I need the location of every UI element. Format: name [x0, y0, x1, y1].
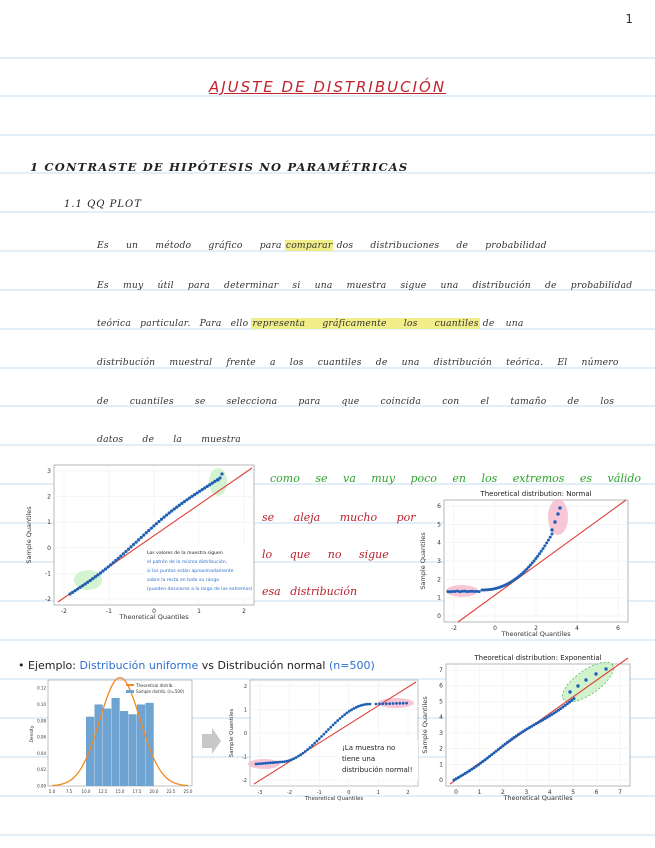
data-point — [107, 565, 110, 568]
y-tick-label: 0.02 — [37, 767, 46, 773]
y-tick-label: 2 — [437, 576, 441, 584]
x-tick-label: 0 — [347, 790, 351, 796]
data-point — [271, 761, 274, 764]
y-tick-label: 1 — [437, 594, 441, 602]
highlight-representa: representa gráficamente los cuantiles — [252, 318, 479, 329]
data-point — [155, 522, 158, 525]
data-point — [299, 753, 302, 756]
x-tick-label: 3 — [524, 789, 529, 796]
histogram-bar — [146, 703, 154, 786]
x-tick-label: 1 — [376, 790, 380, 796]
data-point — [117, 557, 120, 560]
data-point — [551, 533, 554, 536]
x-axis-label: Theoretical Quantiles — [119, 613, 189, 621]
data-point — [114, 559, 117, 562]
data-point — [135, 541, 138, 544]
x-tick-label: 1 — [477, 789, 482, 796]
text-span: teórica particular. Para ello — [97, 318, 249, 329]
legend-swatch-bar — [126, 690, 134, 693]
data-point — [341, 715, 344, 718]
y-tick-label: -2 — [242, 778, 247, 784]
note-green: como se va muy poco en los extremos es válido — [270, 472, 642, 485]
legend-swatch-line — [126, 684, 134, 686]
x-tick-label: 0 — [152, 608, 156, 615]
qq-plot-exponential — [420, 652, 634, 802]
x-tick-label: 5 — [571, 789, 576, 796]
x-tick-label: 5.0 — [48, 789, 56, 794]
text-span: Distribución uniforme — [79, 659, 199, 672]
data-point — [392, 702, 395, 705]
y-tick-label: 2 — [243, 684, 247, 690]
data-point — [385, 702, 388, 705]
data-point — [140, 536, 143, 539]
data-point — [264, 762, 267, 765]
data-point — [534, 557, 537, 560]
data-point — [318, 737, 321, 740]
paragraph-line-2: Es muy útil para determinar si una muestra sigue una distribución de probabilidad — [97, 280, 633, 291]
data-point — [257, 762, 260, 765]
y-tick-label: 1 — [47, 519, 51, 527]
note-red-2: lo que no sigue — [262, 548, 389, 561]
paragraph-line-3 — [97, 318, 524, 329]
data-point — [112, 561, 115, 564]
data-point — [311, 744, 314, 747]
qq-plot-main — [22, 462, 258, 622]
y-tick-label: 7 — [439, 667, 443, 674]
x-tick-label: 2 — [406, 790, 410, 796]
y-axis-label: Density — [30, 725, 35, 743]
data-point — [274, 761, 277, 764]
x-tick-label: -2 — [451, 625, 457, 632]
annotation-line: sobre la recta en todo su rango — [147, 578, 220, 583]
data-point — [302, 752, 305, 755]
note-red-3: esa distribución — [262, 585, 358, 598]
data-point — [173, 507, 176, 510]
data-point — [96, 573, 99, 576]
data-point — [255, 763, 258, 766]
data-point — [556, 512, 559, 515]
annotation-line: el patrón de la misma distribución, — [147, 560, 228, 565]
data-point — [322, 733, 325, 736]
data-point — [316, 740, 319, 743]
x-tick-label: -2 — [61, 608, 67, 615]
data-point — [99, 571, 102, 574]
data-point — [168, 511, 171, 514]
annotation-line: Los valores de la muestra siguen — [147, 551, 223, 556]
paragraph-line-5: de cuantiles se selecciona para que coincida con el tamaño de los — [97, 396, 615, 407]
legend-item: Theoretical distrib. — [136, 683, 174, 688]
y-tick-label: 0.12 — [37, 685, 46, 691]
legend-item: Sample distrib. (n=500) — [136, 689, 185, 694]
data-point — [216, 478, 219, 481]
data-point — [336, 719, 339, 722]
data-point — [145, 531, 148, 534]
text-span: vs Distribución normal — [198, 659, 329, 672]
x-tick-label: 22.5 — [166, 789, 176, 794]
data-point — [594, 672, 597, 675]
data-point — [576, 684, 579, 687]
x-tick-label: 20.0 — [149, 789, 159, 794]
data-point — [137, 538, 140, 541]
data-point — [309, 746, 312, 749]
data-point — [313, 742, 316, 745]
y-tick-label: 2 — [439, 745, 443, 753]
data-point — [362, 703, 365, 706]
y-tick-label: 4 — [437, 539, 441, 547]
y-tick-label: 4 — [439, 714, 443, 722]
y-axis-label: Sample Quantiles — [419, 532, 427, 590]
y-tick-label: -1 — [242, 754, 247, 761]
data-point — [543, 544, 546, 547]
x-tick-label: 7 — [618, 789, 622, 796]
data-point — [369, 703, 372, 706]
qq-plot-normal — [418, 488, 632, 638]
highlight-comparar: comparar — [285, 240, 333, 251]
data-point — [320, 735, 323, 738]
data-point — [104, 567, 107, 570]
data-point — [348, 710, 351, 713]
data-point — [375, 703, 378, 706]
data-point — [101, 569, 104, 572]
x-tick-label: 4 — [547, 789, 552, 796]
highlight-ellipse — [74, 570, 102, 590]
data-point — [119, 554, 122, 557]
x-tick-label: 4 — [575, 625, 579, 632]
y-tick-label: 0.06 — [37, 734, 46, 740]
histogram-bar — [95, 704, 103, 786]
data-point — [132, 543, 135, 546]
data-point — [269, 761, 272, 764]
data-point — [142, 534, 145, 537]
x-tick-label: -3 — [257, 790, 263, 796]
data-point — [152, 524, 155, 527]
text-span: de una — [482, 318, 524, 329]
data-point — [283, 760, 286, 763]
x-axis-label: Theoretical Quantiles — [501, 630, 571, 638]
text-span: Es un método gráfico para — [97, 240, 282, 251]
x-tick-label: 2 — [534, 625, 538, 632]
x-tick-label: -2 — [287, 790, 293, 796]
data-point — [343, 713, 346, 716]
annotation-line: (pueden desviarse a lo largo de los extremos) — [147, 587, 253, 592]
text-span: (n=500) — [328, 659, 375, 672]
y-tick-label: 2 — [47, 493, 51, 501]
data-point — [306, 748, 309, 751]
text-span: dos distribuciones de probabilidad — [336, 240, 547, 251]
data-point — [147, 529, 150, 532]
y-axis-label: Sample Quantiles — [229, 708, 235, 758]
data-point — [329, 726, 332, 729]
histogram-bar — [129, 714, 137, 786]
data-point — [267, 762, 270, 765]
example-bullet — [18, 659, 375, 672]
x-tick-label: 6 — [616, 625, 620, 632]
data-point — [165, 513, 168, 516]
x-tick-label: 15.0 — [115, 789, 125, 794]
histogram-bar — [103, 709, 111, 786]
data-point — [381, 702, 384, 705]
data-point — [94, 575, 97, 578]
data-point — [127, 548, 130, 551]
data-point — [334, 721, 337, 724]
data-point — [547, 539, 550, 542]
y-axis-label: Sample Quantiles — [421, 696, 429, 754]
x-tick-label: 0 — [493, 625, 497, 632]
y-tick-label: 6 — [437, 503, 441, 510]
x-tick-label: 6 — [594, 789, 599, 796]
x-tick-label: 25.0 — [183, 789, 193, 794]
qq-plot-uniform — [226, 676, 422, 804]
histogram-bar — [86, 717, 94, 786]
y-tick-label: -2 — [45, 596, 51, 603]
text-span: • Ejemplo: — [18, 659, 80, 672]
data-point — [538, 552, 541, 555]
x-axis-label: Theoretical Quantiles — [503, 794, 573, 802]
y-tick-label: 5 — [439, 698, 443, 706]
y-tick-label: 0 — [47, 544, 51, 552]
data-point — [398, 702, 401, 705]
data-point — [478, 590, 481, 593]
histogram-bar — [120, 711, 128, 786]
x-tick-label: -1 — [316, 790, 322, 796]
data-point — [325, 730, 328, 733]
y-tick-label: 0.10 — [37, 701, 46, 707]
data-point — [109, 563, 112, 566]
paragraph-line-1 — [97, 240, 547, 251]
data-point — [542, 547, 545, 550]
data-point — [122, 552, 125, 555]
x-tick-label: 2 — [500, 789, 505, 796]
data-point — [346, 712, 349, 715]
data-point — [553, 520, 556, 523]
x-tick-label: -1 — [106, 608, 112, 615]
y-tick-label: -1 — [45, 570, 51, 578]
x-tick-label: 12.5 — [98, 789, 108, 794]
data-point — [259, 762, 262, 765]
y-axis-label: Sample Quantiles — [25, 506, 33, 564]
page-number: 1 — [625, 12, 633, 26]
y-tick-label: 3 — [439, 729, 443, 737]
y-tick-label: 1 — [439, 761, 443, 769]
y-tick-label: 0.00 — [37, 783, 46, 789]
paragraph-line-6: datos de la muestra — [97, 434, 241, 445]
data-point — [150, 527, 153, 530]
paragraph-line-4: distribución muestral frente a los cuantiles de una distribución teórica. El número — [97, 357, 619, 368]
y-tick-label: 3 — [47, 468, 51, 475]
y-tick-label: 3 — [437, 558, 441, 565]
y-tick-label: 0 — [243, 731, 247, 737]
data-point — [157, 520, 160, 523]
subsection-heading: 1.1 QQ PLOT — [64, 199, 142, 210]
section-heading: 1 CONTRASTE DE HIPÓTESIS NO PARAMÉTRICAS — [30, 160, 409, 174]
x-tick-label: 10.0 — [81, 789, 91, 794]
annotation-line: si los puntos están aproximadamente — [147, 569, 234, 574]
data-point — [327, 728, 330, 731]
y-tick-label: 0.04 — [37, 750, 46, 756]
data-point — [573, 697, 576, 700]
data-point — [162, 516, 165, 519]
histogram-bar — [112, 698, 120, 786]
page-title: AJUSTE DE DISTRIBUCIÓN — [208, 78, 447, 96]
x-tick-label: 0 — [454, 789, 458, 796]
data-point — [402, 702, 405, 705]
data-point — [545, 542, 548, 545]
data-point — [262, 762, 265, 765]
data-point — [304, 750, 307, 753]
data-point — [276, 761, 279, 764]
data-point — [558, 506, 561, 509]
data-point — [550, 528, 553, 531]
data-point — [549, 536, 552, 539]
data-point — [604, 667, 607, 670]
chart-title: Theoretical distribution: Exponential — [474, 654, 602, 662]
y-tick-label: 5 — [437, 521, 441, 529]
data-point — [395, 702, 398, 705]
data-point — [175, 506, 178, 509]
data-point — [536, 555, 539, 558]
histogram-uniform — [28, 676, 196, 800]
data-point — [568, 690, 571, 693]
histogram-bar — [137, 704, 145, 786]
data-point — [584, 678, 587, 681]
note-red-1: se aleja mucho por — [262, 511, 416, 524]
chart-title: Theoretical distribution: Normal — [480, 490, 592, 498]
y-tick-label: 0.08 — [37, 718, 46, 724]
data-point — [124, 550, 127, 553]
x-tick-label: 1 — [197, 608, 201, 615]
x-tick-label: 2 — [242, 608, 246, 615]
y-tick-label: 6 — [439, 682, 443, 690]
data-point — [160, 518, 163, 521]
data-point — [129, 545, 132, 548]
x-tick-label: 7.5 — [65, 789, 73, 794]
data-point — [388, 702, 391, 705]
y-tick-label: 1 — [243, 707, 247, 714]
data-point — [540, 550, 543, 553]
data-point — [339, 717, 342, 720]
data-point — [332, 724, 335, 727]
data-point — [170, 509, 173, 512]
annotation-line: tiene una — [342, 755, 376, 763]
y-tick-label: 0 — [437, 613, 441, 620]
data-point — [220, 472, 223, 475]
x-tick-label: 17.5 — [132, 789, 142, 794]
x-axis-label: Theoretical Quantiles — [304, 796, 364, 802]
annotation-line: ¡La muestra no — [342, 744, 396, 752]
annotation-line: distribución normal! — [342, 766, 413, 774]
data-point — [297, 755, 300, 758]
data-point — [405, 702, 408, 705]
y-tick-label: 0 — [439, 777, 443, 784]
arrow-right-icon — [200, 726, 222, 756]
data-point — [378, 703, 381, 706]
